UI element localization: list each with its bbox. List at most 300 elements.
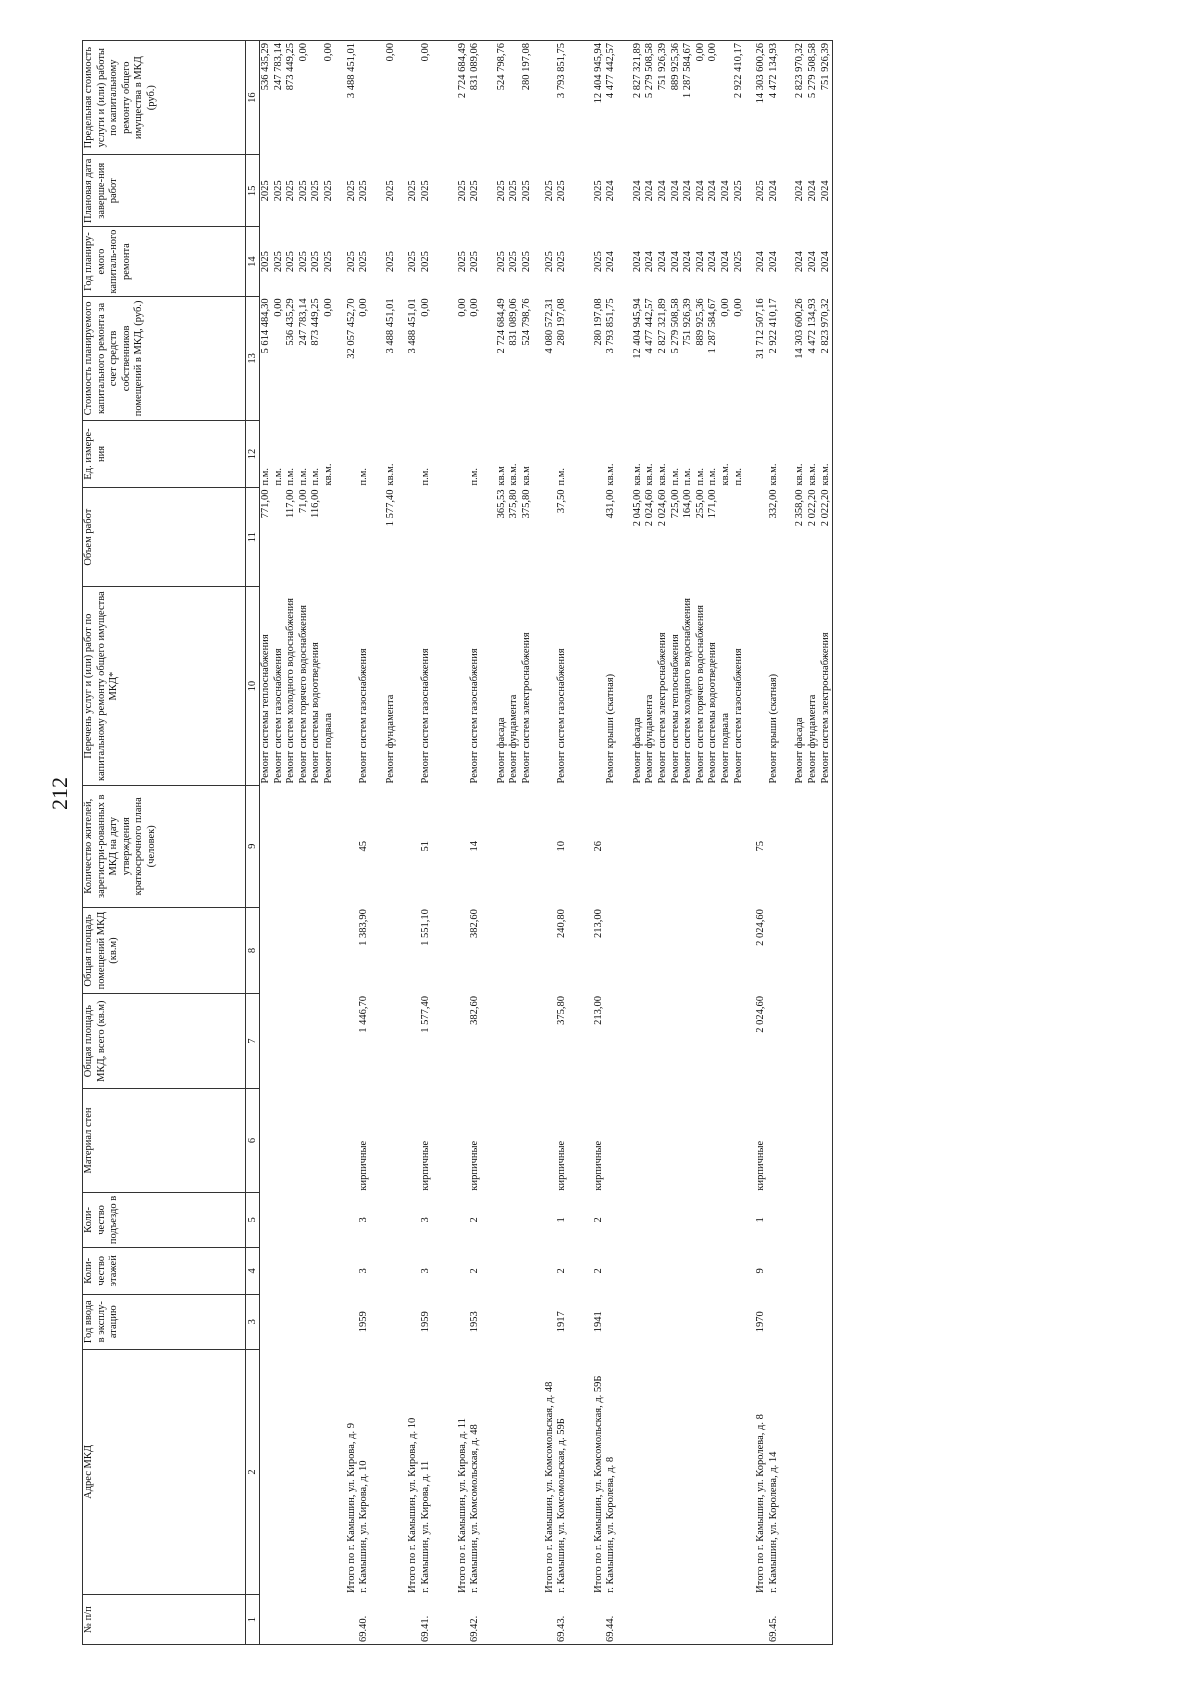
cell-col-4 [336,1247,359,1294]
column-number-1: 1 [246,1595,260,1645]
work-row [794,41,807,1645]
object-row [605,41,632,1645]
cell-col-12: кв.м. [767,463,779,486]
cell-col-5 [285,1193,298,1248]
cell-col-4 [720,1247,733,1294]
cell-col-15: 2025 [556,180,568,202]
work-row [707,41,720,1645]
cell-col-5 [496,1193,509,1248]
cell-col-3 [605,1294,632,1349]
cell-col-14: 2025 [456,251,468,273]
cell-col-13: 5 279 508,58 [669,298,681,354]
cell-col-11: 375,80 [508,489,520,519]
cell-col-5 [807,1193,820,1248]
cell-col-12: п.м. [469,467,481,486]
cell-col-5 [794,1193,807,1248]
cell-col-9 [521,785,534,907]
cell-col-3 [733,1294,746,1349]
cell-col-11 [534,488,557,587]
column-header-7: Общая площадь МКД, всего (кв.м) [83,994,246,1088]
cell-col-13: 0,00 [732,298,744,317]
cell-col-16: 751 926,39 [657,43,669,91]
cell-col-1 [385,1595,398,1645]
cell-col-15: 2024 [707,180,719,202]
cell-col-12: п.м. [694,467,706,486]
cell-col-7 [336,994,359,1088]
cell-col-14: 2024 [807,251,818,273]
cell-col-11 [358,488,385,587]
cell-col-3 [720,1294,733,1349]
cell-col-9 [496,785,509,907]
cell-col-9 [298,785,311,907]
cell-col-12: п.м. [285,467,297,486]
cell-col-10: Ремонт систем газоснабжения [556,648,568,784]
cell-col-10: Ремонт подвала [720,712,732,784]
cell-col-16: 4 477 442,57 [605,43,617,99]
cell-col-11: 2 045,00 [631,489,643,527]
cell-col-1 [733,1595,746,1645]
cell-col-4: 9 [755,1268,767,1274]
cell-col-4 [733,1247,746,1294]
cell-col-4: 2 [469,1268,481,1274]
cell-col-5 [733,1193,746,1248]
cell-col-6: кирпичные [358,1140,370,1191]
cell-col-3 [496,1294,509,1349]
cell-col-6 [733,1088,746,1192]
cell-col-15: 2024 [631,180,643,202]
table-header [83,41,260,1645]
cell-col-3 [397,1294,420,1349]
cell-col-1 [508,1595,521,1645]
work-row [285,41,298,1645]
cell-col-14: 2025 [345,251,357,273]
cell-col-16: 2 823 970,32 [794,43,806,99]
cell-col-12 [534,420,557,487]
cell-col-10: Ремонт системы водоотведения [310,642,322,784]
cell-col-2: г. Камышин, ул. Кирова, д. 10 [358,1460,370,1593]
cell-col-6 [298,1088,311,1192]
cell-col-2 [298,1349,311,1595]
work-row [632,41,645,1645]
work-row [298,41,311,1645]
cell-col-14: 2024 [707,251,719,273]
cell-col-14: 2025 [358,251,370,273]
cell-col-9 [670,785,683,907]
cell-col-7 [807,994,820,1088]
cell-col-13: 280 197,08 [592,298,604,346]
cell-col-14: 2024 [755,251,767,273]
works-table-sheet [82,40,1162,1645]
cell-col-5: 1 [556,1217,568,1223]
cell-col-4 [794,1247,807,1294]
work-row [310,41,323,1645]
cell-col-6: кирпичные [592,1140,604,1191]
cell-col-13: 524 798,76 [520,298,532,346]
cell-col-2 [260,1349,273,1595]
cell-col-10: Ремонт систем газоснабжения [732,648,744,784]
column-number-3: 3 [246,1294,260,1349]
cell-col-7 [285,994,298,1088]
cell-col-10: Ремонт систем газоснабжения [358,648,370,784]
cell-col-14: 2024 [657,251,669,273]
cell-col-9 [285,785,298,907]
cell-col-2 [508,1349,521,1595]
cell-col-1 [807,1595,820,1645]
cell-col-1: 69.45. [767,1615,779,1642]
cell-col-14: 2025 [272,251,284,273]
cell-col-4 [707,1247,720,1294]
cell-col-1 [670,1595,683,1645]
column-number-10: 10 [246,587,260,786]
cell-col-10: Ремонт систем электроснабжения [657,632,669,784]
cell-col-6 [273,1088,286,1192]
cell-col-1: 69.40. [358,1615,370,1642]
cell-col-2: г. Камышин, ул. Королева, д. 14 [767,1451,779,1593]
cell-col-11: 2 022,20 [819,489,831,527]
cell-col-2 [285,1349,298,1595]
cell-col-13: 3 488 451,01 [407,298,419,354]
cell-col-5 [397,1193,420,1248]
cell-col-2: Итого по г. Камышин, ул. Комсомольская, д. 48 [543,1381,555,1593]
cell-col-10: Ремонт крыши (скатная) [605,673,617,784]
cell-col-13: 0,00 [720,298,732,317]
cell-col-15: 2025 [260,180,271,202]
cell-col-4: 2 [592,1268,604,1274]
cell-col-8: 382,60 [469,909,481,938]
cell-col-11 [447,488,470,587]
cell-col-6: кирпичные [469,1140,481,1191]
cell-col-1 [260,1595,273,1645]
cell-col-14: 2025 [495,251,507,273]
cell-col-12: кв.м. [819,463,831,486]
cell-col-11: 2 024,60 [657,489,669,527]
cell-col-14: 2024 [605,251,617,273]
cell-col-16: 4 472 134,93 [767,43,779,99]
cell-col-11 [397,488,420,587]
cell-col-4 [273,1247,286,1294]
cell-col-12: кв.м. [794,463,806,486]
column-number-12: 12 [246,420,260,487]
cell-col-5 [310,1193,323,1248]
cell-col-6 [682,1088,695,1192]
cell-col-3: 1917 [556,1311,568,1333]
total-row [583,41,606,1645]
cell-col-5 [260,1193,273,1248]
cell-col-9 [605,785,632,907]
cell-col-4 [496,1247,509,1294]
cell-col-1 [583,1595,606,1645]
cell-col-3 [521,1294,534,1349]
cell-col-14: 2024 [767,251,779,273]
cell-col-1 [534,1595,557,1645]
cell-col-11: 771,00 [260,489,271,519]
cell-col-5 [632,1193,645,1248]
cell-col-1 [447,1595,470,1645]
cell-col-16: 831 089,06 [469,43,481,91]
cell-col-15: 2024 [807,180,818,202]
cell-col-1 [496,1595,509,1645]
cell-col-4 [682,1247,695,1294]
cell-col-13: 1 287 584,67 [707,298,719,354]
cell-col-7 [605,994,632,1088]
cell-col-13: 3 793 851,75 [605,298,617,354]
cell-col-6 [260,1088,273,1192]
cell-col-4 [397,1247,420,1294]
cell-col-8 [521,907,534,994]
page-number: 212 [47,777,72,810]
cell-col-8 [323,907,336,994]
cell-col-9: 51 [419,841,431,852]
cell-col-2 [521,1349,534,1595]
cell-col-9 [682,785,695,907]
cell-col-16 [397,41,420,155]
cell-col-13: 5 614 484,30 [260,298,271,354]
cell-col-13: 889 925,36 [694,298,706,346]
cell-col-12: кв.м. [631,463,643,486]
cell-col-9 [508,785,521,907]
cell-col-16: 0,00 [694,43,706,62]
cell-col-11 [420,488,447,587]
cell-col-13: 280 197,08 [556,298,568,346]
cell-col-12: п.м. [272,467,284,486]
cell-col-5 [682,1193,695,1248]
cell-col-13: 831 089,06 [508,298,520,346]
cell-col-14: 2024 [644,251,656,273]
cell-col-10: Ремонт систем холодного водоснабжения [285,598,297,784]
cell-col-7 [644,994,657,1088]
cell-col-15: 2025 [310,180,322,202]
cell-col-11: 365,53 [495,489,507,519]
cell-col-10: Ремонт системы теплоснабжения [260,634,271,784]
cell-col-15: 2025 [407,180,419,202]
cell-col-2: г. Камышин, ул. Комсомольская, д. 48 [469,1424,481,1593]
cell-col-8 [273,907,286,994]
cell-col-10: Ремонт систем горячего водоснабжения [694,605,706,784]
cell-col-13: 0,00 [456,298,468,317]
cell-col-16: 280 197,08 [520,43,532,91]
cell-col-5 [521,1193,534,1248]
cell-col-10: Ремонт систем газоснабжения [272,648,284,784]
cell-col-8 [508,907,521,994]
cell-col-14: 2024 [720,251,732,273]
cell-col-5 [644,1193,657,1248]
cell-col-1: 69.44. [605,1615,617,1642]
cell-col-6 [644,1088,657,1192]
cell-col-7 [670,994,683,1088]
cell-col-16: 0,00 [384,43,396,62]
cell-col-14: 2024 [682,251,694,273]
cell-col-5 [534,1193,557,1248]
cell-col-12: п.м. [260,467,271,486]
cell-col-10: Ремонт систем электроснабжения [819,632,831,784]
cell-col-11 [583,488,606,587]
cell-col-13: 2 827 321,89 [657,298,669,354]
cell-col-9 [768,785,795,907]
cell-col-16: 873 449,25 [285,43,297,91]
cell-col-2: Итого по г. Камышин, ул. Кирова, д. 10 [407,1417,419,1593]
cell-col-13: 0,00 [469,298,481,317]
cell-col-5 [720,1193,733,1248]
cell-col-9: 26 [592,841,604,852]
cell-col-4 [508,1247,521,1294]
column-header-4: Коли-чество этажей [83,1247,246,1294]
cell-col-12: кв.м. [605,463,617,486]
cell-col-8 [260,907,273,994]
cell-col-3 [807,1294,820,1349]
total-row [336,41,359,1645]
cell-col-13: 2 823 970,32 [819,298,831,354]
cell-col-3 [508,1294,521,1349]
cell-col-13: 0,00 [272,298,284,317]
cell-col-7 [657,994,670,1088]
cell-col-7 [632,994,645,1088]
cell-col-4 [670,1247,683,1294]
cell-col-10 [447,587,470,786]
cell-col-16 [310,41,323,155]
cell-col-1 [820,1595,833,1645]
cell-col-5 [820,1193,833,1248]
cell-col-15: 2025 [285,180,297,202]
cell-col-7: 2 024,60 [755,995,767,1033]
cell-col-16 [358,41,385,155]
cell-col-5: 2 [469,1217,481,1223]
cell-col-6 [605,1088,632,1192]
capital-repair-table [82,40,833,1645]
cell-col-2 [670,1349,683,1595]
cell-col-8 [733,907,746,994]
cell-col-15: 2025 [543,180,555,202]
cell-col-8: 240,80 [556,909,568,938]
cell-col-10: Ремонт фасада [631,717,643,784]
cell-col-11 [745,488,768,587]
cell-col-9 [397,785,420,907]
cell-col-1: 69.43. [556,1615,568,1642]
cell-col-11: 1 577,40 [384,489,396,527]
cell-col-11 [720,488,733,587]
column-number-7: 7 [246,994,260,1088]
cell-col-1 [298,1595,311,1645]
cell-col-16: 889 925,36 [669,43,681,91]
cell-col-4 [768,1247,795,1294]
cell-col-5 [657,1193,670,1248]
cell-col-6 [385,1088,398,1192]
cell-col-6 [707,1088,720,1192]
cell-col-6: кирпичные [419,1140,431,1191]
cell-col-9 [720,785,733,907]
cell-col-8 [768,907,795,994]
cell-col-10: Ремонт фундамента [644,694,656,784]
cell-col-3 [298,1294,311,1349]
cell-col-13: 31 712 507,16 [755,298,767,359]
cell-col-6 [807,1088,820,1192]
cell-col-6 [632,1088,645,1192]
cell-col-11: 332,00 [767,489,779,519]
cell-col-11 [273,488,286,587]
cell-col-9 [260,785,273,907]
cell-col-16: 0,00 [297,43,309,62]
cell-col-10: Ремонт системы теплоснабжения [669,634,681,784]
work-row [521,41,534,1645]
work-row [508,41,521,1645]
cell-col-7: 1 446,70 [358,995,370,1033]
column-number-6: 6 [246,1088,260,1192]
cell-col-9 [657,785,670,907]
cell-col-14: 2025 [384,251,396,273]
cell-col-10 [336,587,359,786]
work-row [733,41,746,1645]
cell-col-7 [820,994,833,1088]
cell-col-15: 2025 [495,180,507,202]
cell-col-4: 3 [358,1268,370,1274]
cell-col-13: 4 477 442,57 [644,298,656,354]
cell-col-7 [273,994,286,1088]
cell-col-4 [285,1247,298,1294]
cell-col-16: 3 793 851,75 [556,43,568,99]
cell-col-11: 37,50 [556,489,568,514]
column-number-13: 13 [246,296,260,420]
cell-col-8 [670,907,683,994]
cell-col-16: 3 488 451,01 [345,43,357,99]
object-row [469,41,496,1645]
cell-col-9 [707,785,720,907]
total-row [534,41,557,1645]
cell-col-3 [657,1294,670,1349]
cell-col-11: 71,00 [297,489,309,514]
cell-col-13: 873 449,25 [310,298,322,346]
cell-col-9 [385,785,398,907]
total-row [447,41,470,1645]
cell-col-10: Ремонт систем газоснабжения [419,648,431,784]
cell-col-6 [768,1088,795,1192]
cell-col-7 [768,994,795,1088]
cell-col-12 [447,420,470,487]
cell-col-8 [310,907,323,994]
cell-col-9 [336,785,359,907]
cell-col-15: 2024 [767,180,779,202]
cell-col-10: Ремонт системы водоотведения [707,642,719,784]
cell-col-12: кв.м. [508,463,520,486]
cell-col-2: г. Камышин, ул. Кирова, д. 11 [419,1460,431,1593]
cell-col-12: п.м. [556,467,568,486]
cell-col-7 [695,994,708,1088]
cell-col-1 [310,1595,323,1645]
cell-col-4 [385,1247,398,1294]
cell-col-3 [670,1294,683,1349]
cell-col-14: 2024 [794,251,806,273]
cell-col-3 [273,1294,286,1349]
cell-col-15: 2024 [605,180,617,202]
cell-col-6 [820,1088,833,1192]
cell-col-12: п.м. [682,467,694,486]
cell-col-6 [794,1088,807,1192]
cell-col-13: 4 472 134,93 [807,298,818,354]
cell-col-7 [682,994,695,1088]
cell-col-8 [794,907,807,994]
cell-col-3: 1941 [592,1311,604,1333]
column-header-1: № п/п [83,1595,246,1645]
cell-col-1 [273,1595,286,1645]
cell-col-14: 2025 [297,251,309,273]
cell-col-8 [632,907,645,994]
cell-col-14: 2025 [732,251,744,273]
cell-col-10: Ремонт систем электроснабжения [520,632,532,784]
cell-col-13: 536 435,29 [285,298,297,346]
cell-col-2 [657,1349,670,1595]
total-row [745,41,768,1645]
cell-col-15: 2025 [456,180,468,202]
work-row [323,41,336,1645]
cell-col-7: 375,80 [556,995,568,1025]
